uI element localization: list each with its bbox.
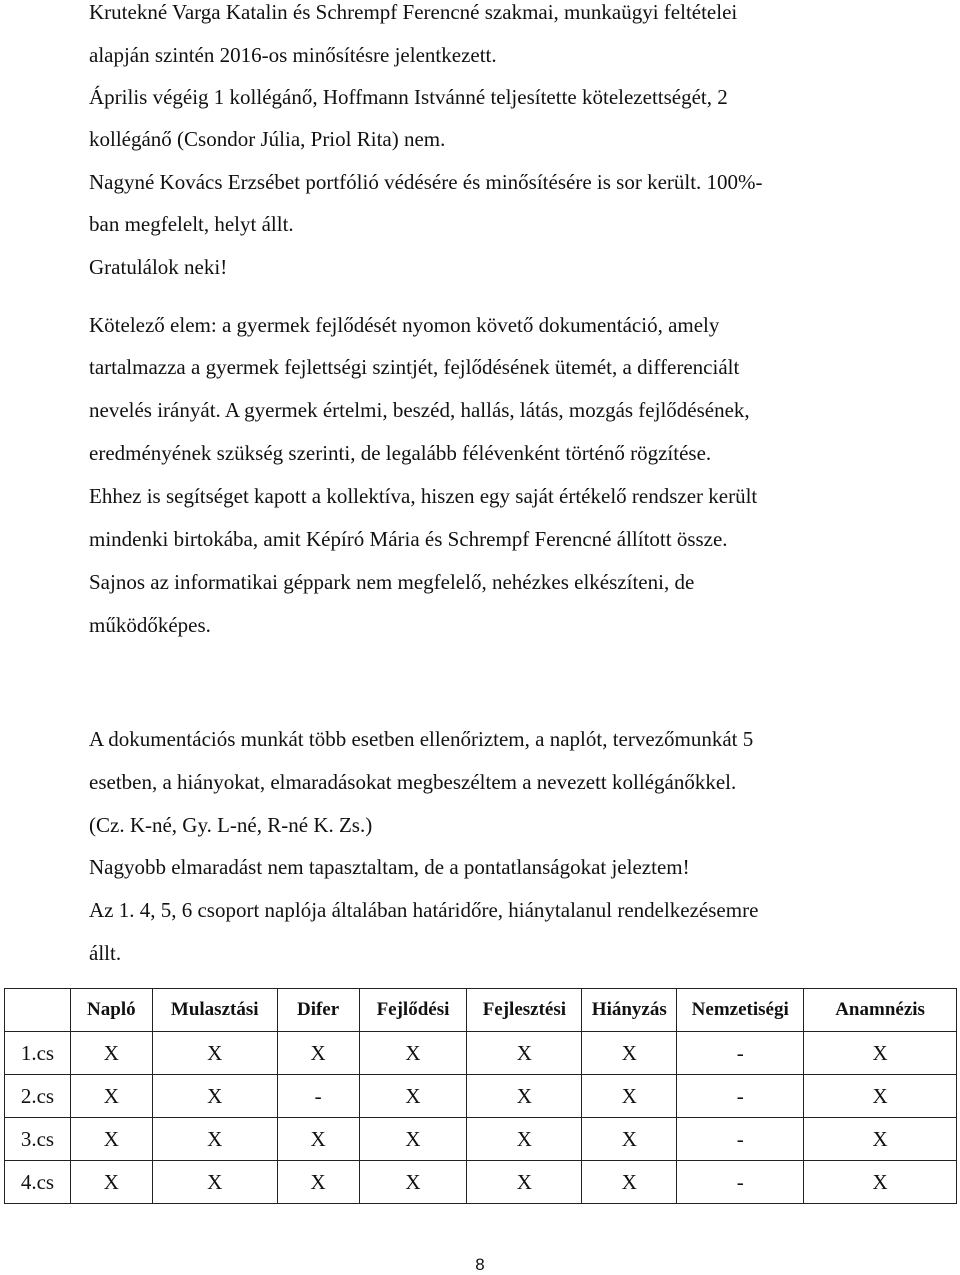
table-cell: - [677, 1118, 804, 1161]
text-line: Sajnos az informatikai géppark nem megfelelő, nehézkes elkészíteni, de [89, 570, 695, 594]
text-line: nevelés irányát. A gyermek értelmi, beszéd, hallás, látás, mozgás fejlődésének, [89, 398, 750, 422]
table-row [5, 1118, 957, 1161]
header-cell: Hiányzás [582, 989, 677, 1032]
table-cell: X [582, 1161, 677, 1204]
table-cell: X [804, 1032, 957, 1075]
table-cell: X [359, 1118, 467, 1161]
text-line: Gratulálok neki! [89, 255, 228, 279]
table-cell: X [70, 1161, 152, 1204]
text-line: Ehhez is segítséget kapott a kollektíva, hiszen egy saját értékelő rendszer került [89, 484, 758, 508]
table-cell: X [277, 1118, 359, 1161]
table-cell: X [467, 1161, 582, 1204]
text-line: Kötelező elem: a gyermek fejlődését nyomon követő dokumentáció, amely [89, 313, 720, 337]
table-cell: X [582, 1118, 677, 1161]
text-line: ban megfelelt, helyt állt. [89, 212, 294, 236]
header-cell: Fejlődési [359, 989, 467, 1032]
text-line: kollégánő (Csondor Júlia, Priol Rita) nem. [89, 127, 446, 151]
table-cell: X [70, 1075, 152, 1118]
table-cell: X [152, 1118, 277, 1161]
table-cell: X [804, 1161, 957, 1204]
table-cell: - [677, 1075, 804, 1118]
table-row [5, 1032, 957, 1075]
table-cell: - [277, 1075, 359, 1118]
text-line: Krutekné Varga Katalin és Schrempf Ferencné szakmai, munkaügyi feltételei [89, 0, 738, 24]
row-label: 3.cs [5, 1118, 71, 1161]
text-line: alapján szintén 2016-os minősítésre jelentkezett. [89, 43, 497, 67]
table-cell: - [677, 1161, 804, 1204]
table-cell: X [467, 1032, 582, 1075]
documentation-table [4, 988, 957, 1204]
text-line: Április végéig 1 kollégánő, Hoffmann Istvánné teljesítette kötelezettségét, 2 [89, 85, 728, 109]
table-cell: X [467, 1075, 582, 1118]
text-line: eredményének szükség szerinti, de legalább félévenként történő rögzítése. [89, 441, 712, 465]
table-cell: X [582, 1075, 677, 1118]
table-cell: X [359, 1161, 467, 1204]
table-cell: X [70, 1118, 152, 1161]
table-cell: X [152, 1161, 277, 1204]
table-cell: X [359, 1075, 467, 1118]
text-line: (Cz. K-né, Gy. L-né, R-né K. Zs.) [89, 813, 373, 837]
text-line: esetben, a hiányokat, elmaradásokat megbeszéltem a nevezett kollégánőkkel. [89, 770, 737, 794]
row-label: 1.cs [5, 1032, 71, 1075]
page-number: 8 [475, 1255, 485, 1274]
text-line: Az 1. 4, 5, 6 csoport naplója általában határidőre, hiánytalanul rendelkezésemre [89, 898, 759, 922]
header-cell: Fejlesztési [467, 989, 582, 1032]
text-line: működőképes. [89, 613, 211, 637]
text-line: mindenki birtokába, amit Képíró Mária és Schrempf Ferencné állított össze. [89, 527, 728, 551]
header-cell-empty [5, 989, 71, 1032]
table-cell: X [359, 1032, 467, 1075]
table-cell: X [804, 1118, 957, 1161]
text-line: tartalmazza a gyermek fejlettségi szintjét, fejlődésének ütemét, a differenciált [89, 355, 740, 379]
text-line: Nagyobb elmaradást nem tapasztaltam, de a pontatlanságokat jeleztem! [89, 855, 690, 879]
table-row [5, 1161, 957, 1204]
header-cell: Mulasztási [152, 989, 277, 1032]
header-cell: Difer [277, 989, 359, 1032]
table-cell: X [277, 1032, 359, 1075]
table-cell: X [277, 1161, 359, 1204]
table-header-row [5, 989, 957, 1032]
table-cell: - [677, 1032, 804, 1075]
row-label: 2.cs [5, 1075, 71, 1118]
header-cell: Napló [70, 989, 152, 1032]
table-cell: X [152, 1032, 277, 1075]
header-cell: Anamnézis [804, 989, 957, 1032]
text-line: A dokumentációs munkát több esetben ellenőriztem, a naplót, tervezőmunkát 5 [89, 727, 754, 751]
text-line: Nagyné Kovács Erzsébet portfólió védésére és minősítésére is sor került. 100%- [89, 170, 763, 194]
header-cell: Nemzetiségi [677, 989, 804, 1032]
row-label: 4.cs [5, 1161, 71, 1204]
table-cell: X [582, 1032, 677, 1075]
text-line: állt. [89, 941, 122, 965]
table-cell: X [804, 1075, 957, 1118]
table-row [5, 1075, 957, 1118]
table-cell: X [152, 1075, 277, 1118]
table-cell: X [467, 1118, 582, 1161]
table-cell: X [70, 1032, 152, 1075]
